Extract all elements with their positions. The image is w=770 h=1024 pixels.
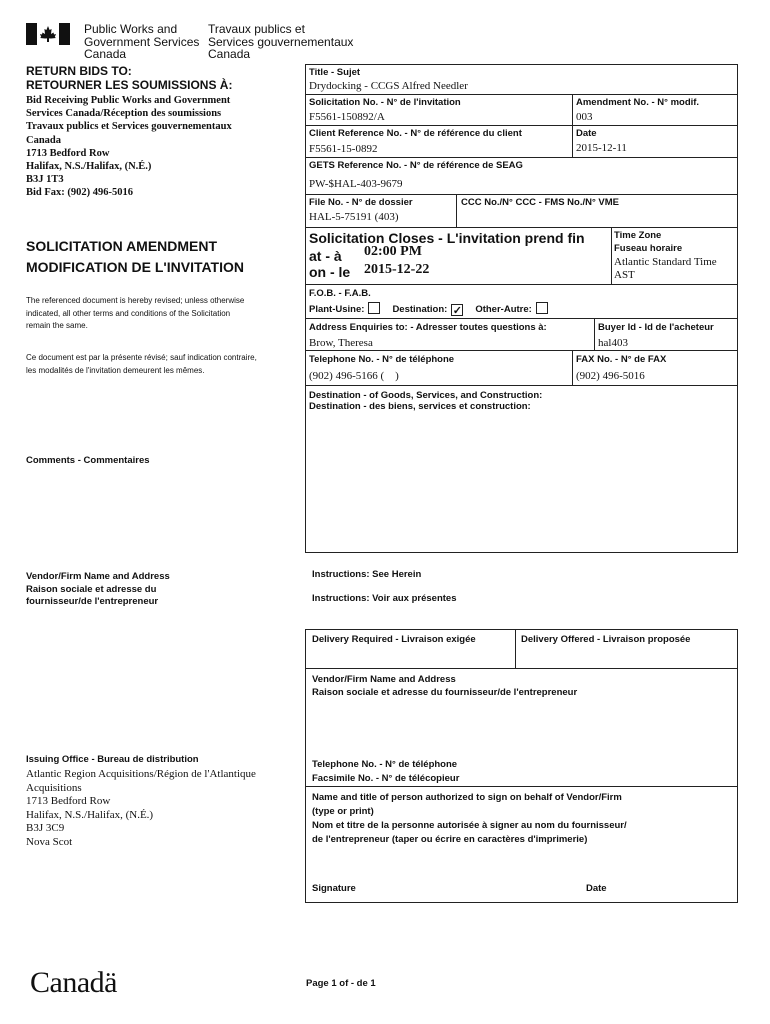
- vendor-left-label: Vendor/Firm Name and Address Raison sociale et adresse du fournisseur/de l'entrepreneur: [26, 571, 170, 607]
- gets-reference-value: PW-$HAL-403-9679: [309, 178, 403, 190]
- delivery-required-label: Delivery Required - Livraison exigée: [312, 634, 476, 645]
- signature-date-label: Date: [586, 883, 607, 894]
- enquiries-label: Address Enquiries to: - Adresser toutes questions à:: [309, 322, 547, 333]
- destination-checkbox[interactable]: ✓: [452, 305, 462, 317]
- time-zone-value: Atlantic Standard Time AST: [614, 256, 717, 281]
- client-reference-label: Client Reference No. - N° de référence du client: [309, 128, 522, 139]
- file-number-value: HAL-5-75191 (403): [309, 211, 399, 223]
- department-name-en: Public Works and Government Services Canada: [84, 22, 200, 61]
- title-value: Drydocking - CCGS Alfred Needler: [309, 80, 468, 92]
- closing-date-value: 2015-12-22: [364, 262, 430, 277]
- fax-value: (902) 496-5016: [576, 370, 645, 382]
- delivery-offered-label: Delivery Offered - Livraison proposée: [521, 634, 691, 645]
- solicitation-number-value: F5561-150892/A: [309, 111, 385, 123]
- vendor-facsimile-label: Facsimile No. - N° de télécopieur: [312, 773, 460, 784]
- closing-date-label: on - le: [309, 264, 351, 280]
- issuing-office-address: Atlantic Region Acquisitions/Région de l'Atlantique Acquisitions 1713 Bedford Row Halifax, N.S./Halifax, (N.É.) B3J 3C9 Nova Scot: [26, 768, 256, 848]
- signature-label: Signature: [312, 883, 356, 894]
- plant-label: Plant-Usine:: [309, 304, 365, 315]
- department-name-fr: Travaux publics et Services gouvernementaux Canada: [208, 22, 354, 61]
- return-bids-title: RETURN BIDS TO: RETOURNER LES SOUMISSIONS À:: [26, 64, 233, 92]
- canada-wordmark: Canadä: [30, 966, 117, 999]
- other-label: Other-Autre:: [475, 304, 532, 315]
- authorized-person-label: Name and title of person authorized to sign on behalf of Vendor/Firm (type or print) Nom et titre de la personne autorisée à signer au nom du fournisseur/ de l'entrepreneur (taper ou écrire en caractères d'imprimerie): [312, 792, 627, 845]
- page-number: Page 1 of - de 1: [306, 978, 376, 989]
- closing-time-value: 02:00 PM: [364, 244, 422, 259]
- fob-label: F.O.B. - F.A.B.: [309, 288, 371, 299]
- other-checkbox[interactable]: [536, 302, 548, 314]
- amendment-note-fr: Ce document est par la présente révisé; sauf indication contraire, les modalités de l'invitation demeurent les mêmes.: [26, 353, 257, 375]
- date-label: Date: [576, 128, 597, 139]
- canada-flag-icon: [26, 23, 70, 45]
- instructions-en: Instructions: See Herein: [312, 569, 422, 580]
- issuing-office-label: Issuing Office - Bureau de distribution: [26, 754, 199, 765]
- fax-label: FAX No. - N° de FAX: [576, 354, 667, 365]
- solicitation-number-label: Solicitation No. - N° de l'invitation: [309, 97, 461, 108]
- ccc-number-label: CCC No./N° CCC - FMS No./N° VME: [461, 197, 620, 208]
- file-number-label: File No. - N° de dossier: [309, 197, 413, 208]
- telephone-value: (902) 496-5166 ( ): [309, 370, 399, 382]
- amendment-number-value: 003: [576, 111, 593, 123]
- time-zone-label: Time Zone Fuseau horaire: [614, 230, 683, 254]
- amendment-number-label: Amendment No. - N° modif.: [576, 97, 700, 108]
- destination-label: Destination:: [392, 304, 448, 315]
- destination-goods-label: Destination - of Goods, Services, and Construction: Destination - des biens, services et construction:: [309, 390, 543, 412]
- plant-checkbox[interactable]: [368, 302, 380, 314]
- enquiries-value: Brow, Theresa: [309, 337, 373, 349]
- amendment-title: SOLICITATION AMENDMENT MODIFICATION DE L'INVITATION: [26, 238, 244, 275]
- return-bids-address: Bid Receiving Public Works and Government Services Canada/Réception des soumissions Travaux publics et Services gouvernementaux Canada 1713 Bedford Row Halifax, N.S./Halifax, (N.É.) B3J 1T3 Bid Fax: (902) 496-5016: [26, 95, 232, 199]
- solicitation-closes-label: Solicitation Closes - L'invitation prend fin: [309, 230, 585, 246]
- title-label: Title - Sujet: [309, 67, 361, 78]
- vendor-telephone-label: Telephone No. - N° de téléphone: [312, 759, 458, 770]
- instructions-fr: Instructions: Voir aux présentes: [312, 593, 457, 604]
- vendor-name-label: Vendor/Firm Name and Address Raison sociale et adresse du fournisseur/de l'entrepreneur: [312, 674, 578, 698]
- telephone-label: Telephone No. - N° de téléphone: [309, 354, 455, 365]
- buyer-id-value: hal403: [598, 337, 628, 349]
- fob-options: [309, 302, 552, 316]
- closing-time-label: at - à: [309, 248, 342, 264]
- client-reference-value: F5561-15-0892: [309, 143, 378, 155]
- comments-label: Comments - Commentaires: [26, 455, 150, 466]
- date-value: 2015-12-11: [576, 142, 627, 154]
- buyer-id-label: Buyer Id - Id de l'acheteur: [598, 322, 714, 333]
- gets-reference-label: GETS Reference No. - N° de référence de SEAG: [309, 160, 523, 171]
- amendment-note-en: The referenced document is hereby revised; unless otherwise indicated, all other terms and conditions of the Solicitation remain the same.: [26, 296, 245, 330]
